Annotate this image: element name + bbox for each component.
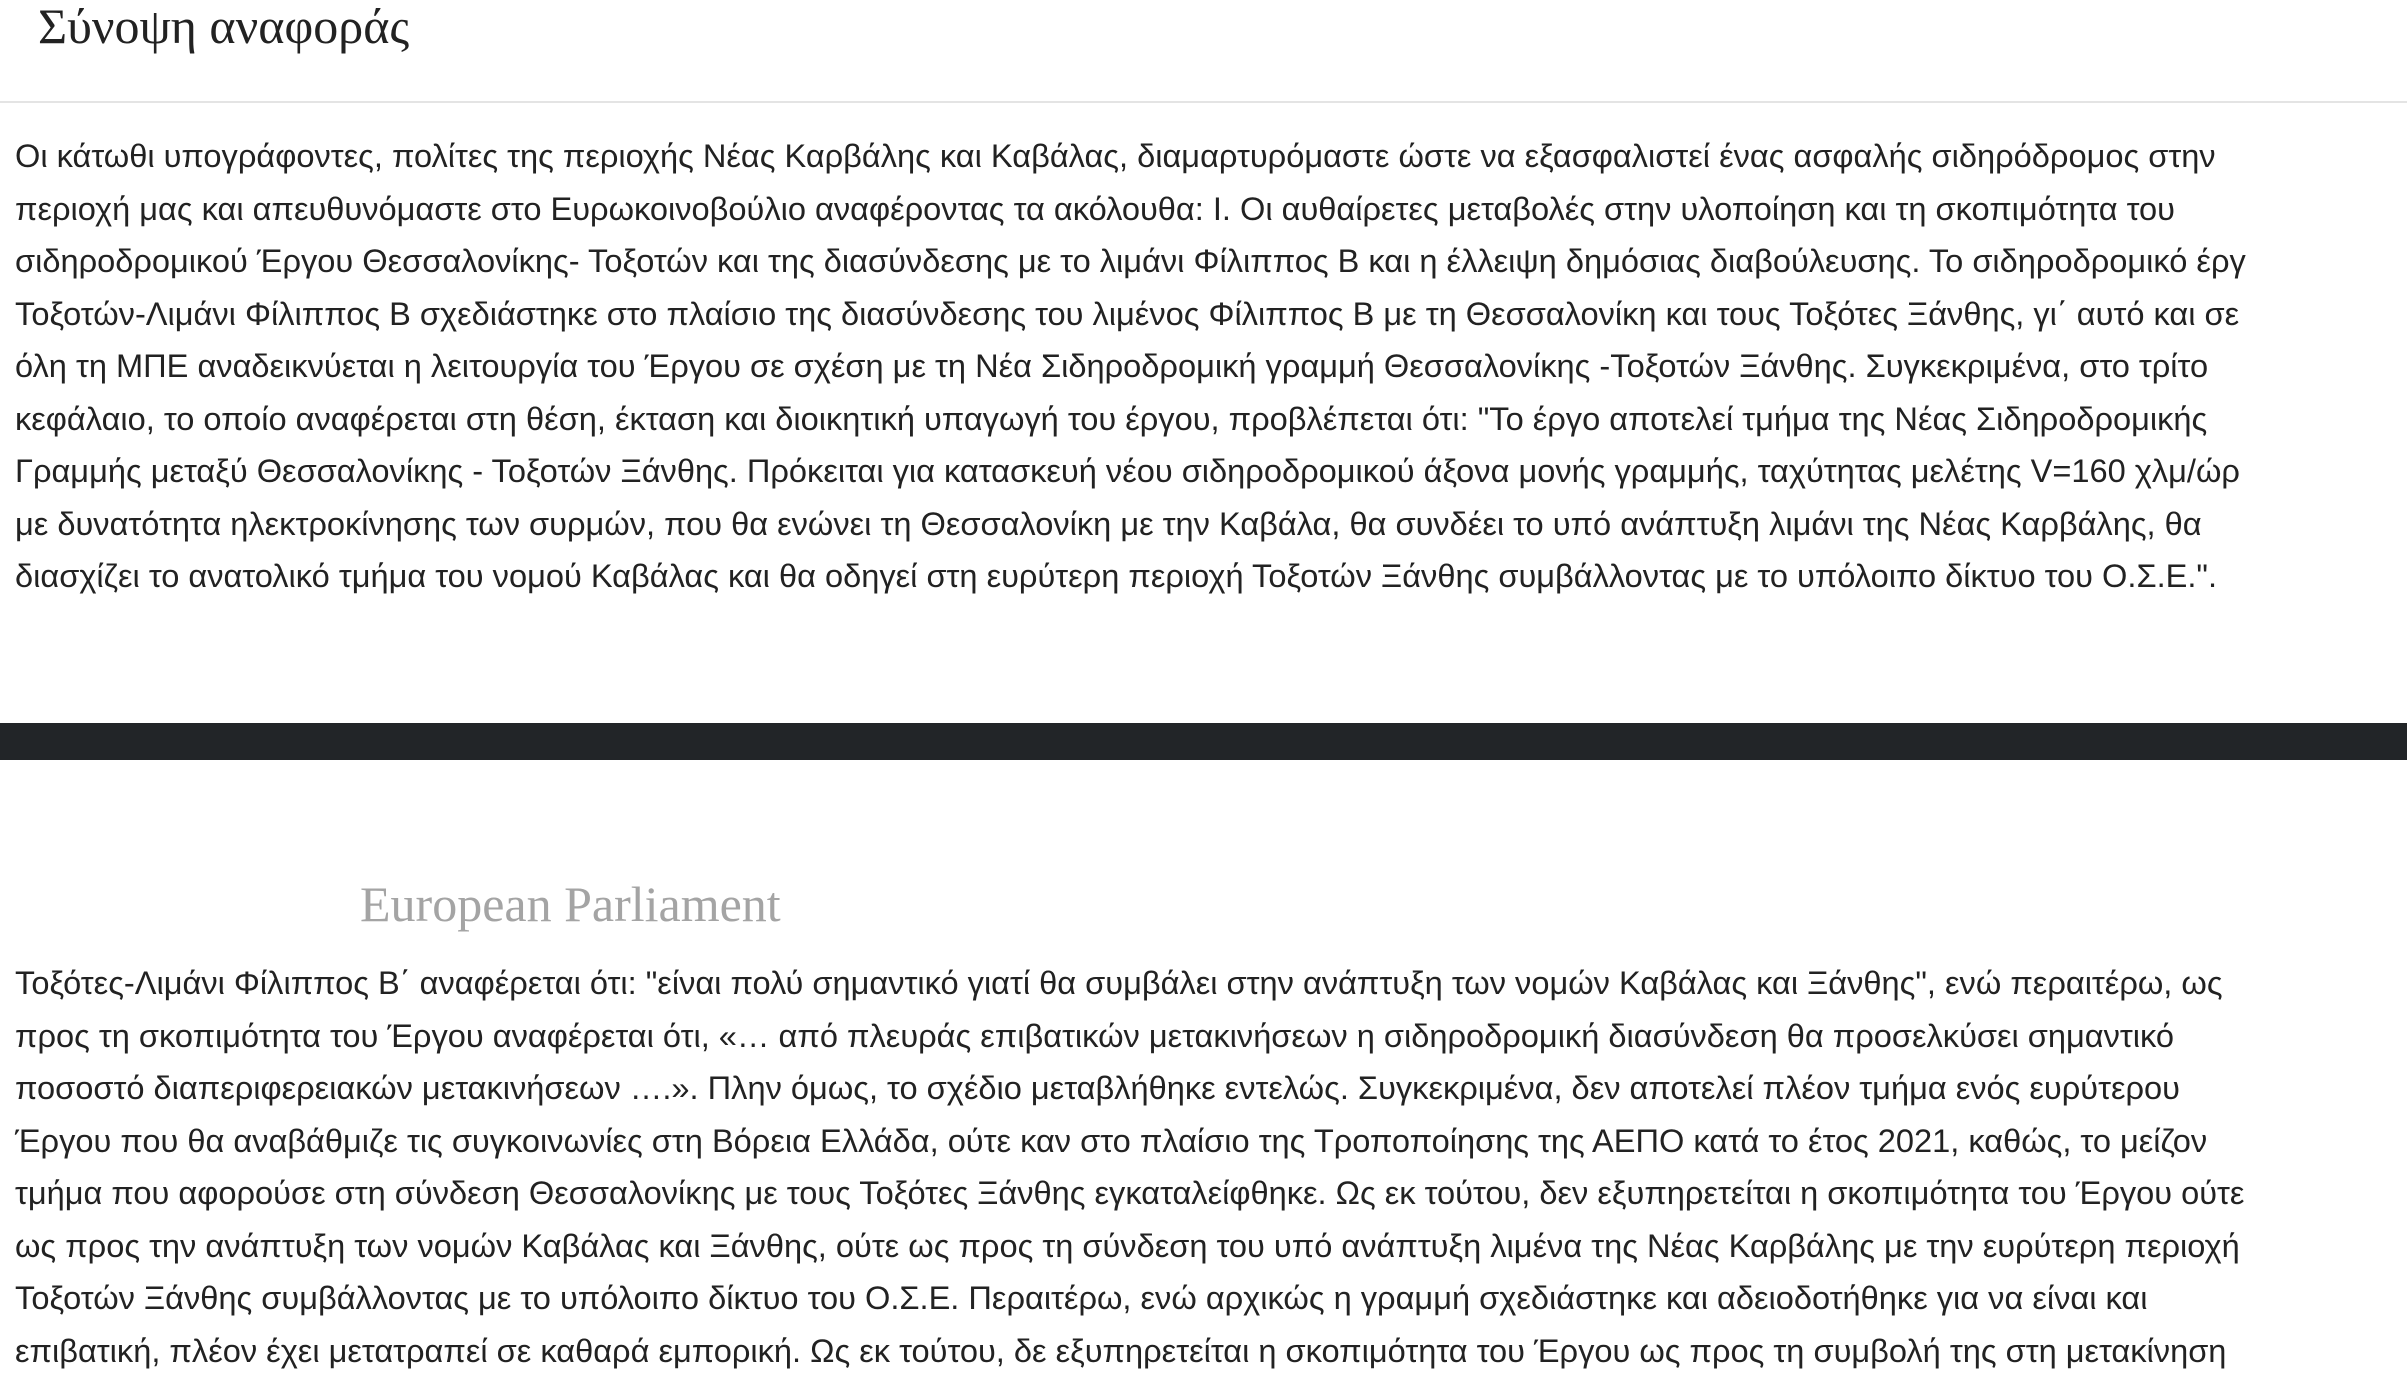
summary-line: σιδηροδρομικού Έργου Θεσσαλονίκης- Τοξοτών και της διασύνδεσης με το λιμάνι Φίλιππος Β και η έλλειψη δημόσιας διαβούλευσης. Το σιδηροδρομικό έργ [15,242,2246,279]
document-line: ποσοστό διαπεριφερειακών μετακινήσεων ….». Πλην όμως, το σχέδιο μεταβλήθηκε εντελώς. Συγκεκριμένα, δεν αποτελεί πλέον τμήμα ενός ευρύτερου [15,1069,2180,1106]
document-line: Έργου που θα αναβάθμιζε τις συγκοινωνίες στη Βόρεια Ελλάδα, ούτε καν στο πλαίσιο της Τροποποίησης της ΑΕΠΟ κατά το έτος 2021, καθώς, το μείζον [15,1121,2208,1159]
document-line: επιβατική, πλέον έχει μετατραπεί σε καθαρά εμπορική. Ως εκ τούτου, δε εξυπηρετείται η σκοπιμότητα του Έργου ως προς τη συμβολή της στη μετακίνηση [15,1331,2227,1369]
summary-line: περιοχή μας και απευθυνόμαστε στο Ευρωκοινοβούλιο αναφέροντας τα ακόλουθα: Ι. Οι αυθαίρετες μεταβολές στην υλοποίηση και τη σκοπιμότητα του [15,189,2175,227]
summary-line: Οι κάτωθι υπογράφοντες, πολίτες της περιοχής Νέας Καρβάλης και Καβάλας, διαμαρτυρόμαστε ώστε να εξασφαλιστεί ένας ασφαλής σιδηρόδρομος στην [15,137,2216,174]
summary-paragraph [15,130,2407,603]
document-line: προς τη σκοπιμότητα του Έργου αναφέρεται ότι, «… από πλευράς επιβατικών μετακινήσεων η σιδηροδρομική διασύνδεση θα προσελκύσει σημαντικό [15,1016,2175,1054]
page-separator-band [0,723,2407,760]
document-line: τμήμα που αφορούσε στη σύνδεση Θεσσαλονίκης με τους Τοξότες Ξάνθης εγκαταλείφθηκε. Ως εκ τούτου, δεν εξυπηρετείται η σκοπιμότητα του Έργου ούτε [15,1174,2245,1211]
summary-line: κεφάλαιο, το οποίο αναφέρεται στη θέση, έκταση και διοικητική υπαγωγή του έργου, προβλέπεται ότι: "Το έργο αποτελεί τμήμα της Νέας Σιδηροδρομικής [15,399,2208,437]
summary-title: Σύνοψη αναφοράς [38,0,410,54]
document-line: ως προς την ανάπτυξη των νομών Καβάλας και Ξάνθης, ούτε ως προς τη σύνδεση του υπό ανάπτυξη λιμένα της Νέας Καρβάλης με την ευρύτερη περιοχή [15,1226,2240,1264]
document-line: Τοξότες-Λιμάνι Φίλιππος Β΄ αναφέρεται ότι: "είναι πολύ σημαντικό γιατί θα συμβάλει στην ανάπτυξη των νομών Καβάλας και Ξάνθης", ενώ περαιτέρω, ως [15,964,2223,1001]
summary-line: διασχίζει το ανατολικό τμήμα του νομού Καβάλας και θα οδηγεί στη ευρύτερη περιοχή Τοξοτών Ξάνθης συμβάλλοντας με το υπόλοιπο δίκτυο του Ο.Σ.Ε.". [15,557,2218,594]
title-divider [0,101,2407,103]
summary-line: Τοξοτών-Λιμάνι Φίλιππος Β σχεδιάστηκε στο πλαίσιο της διασύνδεσης του λιμένος Φίλιππος Β με τη Θεσσαλονίκη και τους Τοξότες Ξάνθης, γι΄ αυτό και σε [15,294,2240,332]
document-line: Τοξοτών Ξάνθης συμβάλλοντας με το υπόλοιπο δίκτυο του Ο.Σ.Ε. Περαιτέρω, ενώ αρχικώς η γραμμή σχεδιάστηκε και αδειοδοτήθηκε για να είναι και [15,1279,2148,1316]
summary-line: με δυνατότητα ηλεκτροκίνησης των συρμών, που θα ενώνει τη Θεσσαλονίκη με την Καβάλα, θα συνδέει το υπό ανάπτυξη λιμάνι της Νέας Καρβάλης, θα [15,504,2202,542]
document-paragraph [15,957,2407,1377]
summary-line: Γραμμής μεταξύ Θεσσαλονίκης - Τοξοτών Ξάνθης. Πρόκειται για κατασκευή νέου σιδηροδρομικού άξονα μονής γραμμής, ταχύτητας μελέτης V=160 χλμ/ώρ [15,452,2240,489]
summary-line: όλη τη ΜΠΕ αναδεικνύεται η λειτουργία του Έργου σε σχέση με τη Νέα Σιδηροδρομική γραμμή Θεσσαλονίκης -Τοξοτών Ξάνθης. Συγκεκριμένα, στο τρίτο [15,347,2209,384]
european-parliament-header: European Parliament [360,876,781,932]
